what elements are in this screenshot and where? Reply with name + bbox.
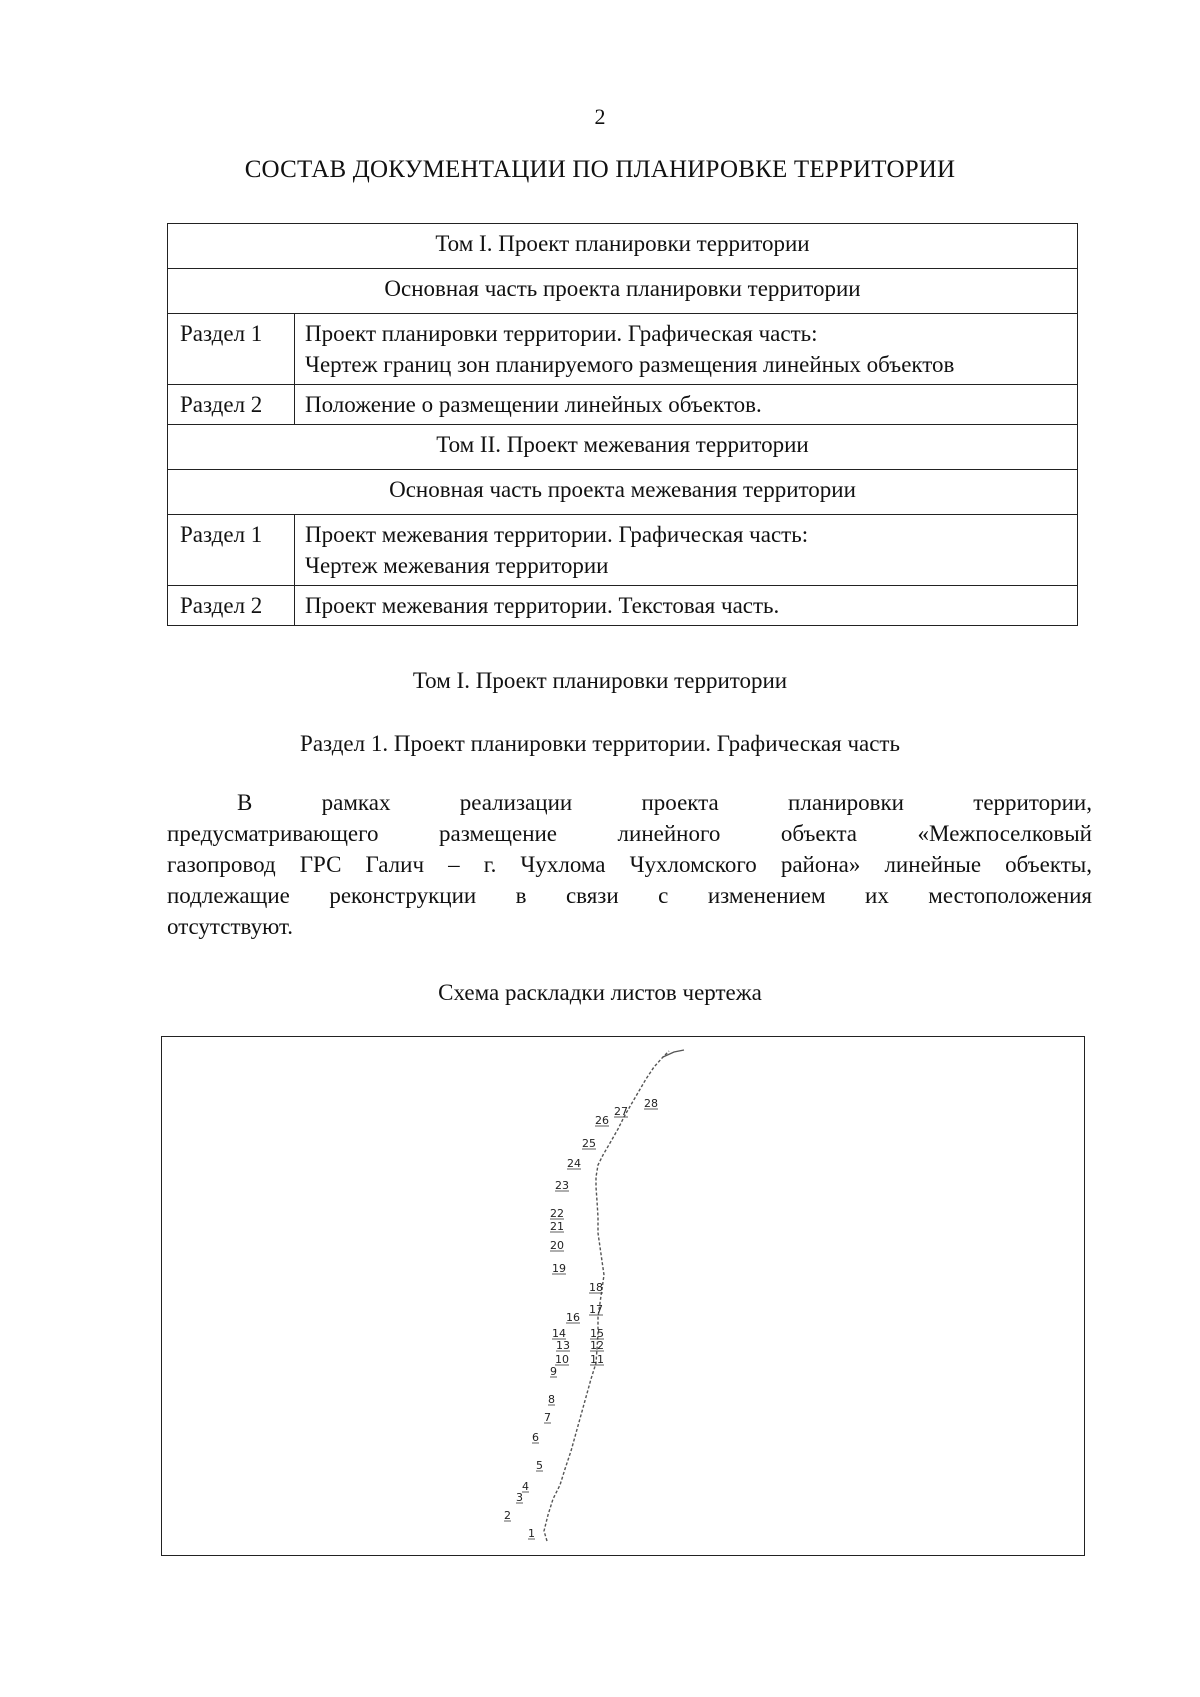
sheet-number-label: 12 — [590, 1339, 604, 1352]
body-paragraph — [167, 787, 1092, 942]
table-row — [168, 470, 1078, 515]
document-title: СОСТАВ ДОКУМЕНТАЦИИ ПО ПЛАНИРОВКЕ ТЕРРИТОРИИ — [244, 156, 956, 183]
section-cell: Раздел 2 — [168, 385, 295, 425]
sheet-number-label: 18 — [589, 1281, 603, 1294]
sheet-number-label: 21 — [550, 1220, 564, 1233]
volume1-subtitle-cell: Основная часть проекта планировки территории — [168, 269, 1078, 314]
sheet-number-label: 15 — [590, 1327, 604, 1340]
sheet-number-label: 13 — [556, 1339, 570, 1352]
sheet-number-label: 2 — [504, 1509, 511, 1522]
sheet-number-label: 23 — [555, 1179, 569, 1192]
paragraph-line: предусматривающего размещение линейного объекта «Межпоселковый — [167, 821, 1092, 846]
section-heading: Раздел 1. Проект планировки территории. Графическая часть — [300, 731, 900, 756]
description-cell — [295, 515, 1078, 586]
scheme-title: Схема раскладки листов чертежа — [438, 980, 762, 1005]
paragraph-line: отсутствуют. — [167, 914, 294, 939]
sheet-number-label: 5 — [536, 1459, 543, 1472]
volume-heading: Том I. Проект планировки территории — [412, 668, 788, 693]
sheet-number-label: 19 — [552, 1262, 566, 1275]
table-row — [168, 586, 1078, 626]
page-number: 2 — [594, 104, 606, 129]
description-line: Проект планировки территории. Графическая часть: — [305, 321, 818, 346]
description-line: Проект межевания территории. Текстовая часть. — [305, 593, 780, 618]
route-drawing — [162, 1037, 1083, 1554]
sheet-number-label: 10 — [555, 1353, 569, 1366]
paragraph-line: В рамках реализации проекта планировки территории, — [237, 790, 1092, 815]
sheet-number-label: 1 — [528, 1527, 535, 1540]
paragraph-line: подлежащие реконструкции в связи с изменением их местоположения — [167, 883, 1092, 908]
section-cell: Раздел 1 — [168, 314, 295, 385]
sheet-number-label: 9 — [550, 1365, 557, 1378]
volume1-title-cell: Том I. Проект планировки территории — [168, 224, 1078, 269]
description-line: Чертеж границ зон планируемого размещения линейных объектов — [305, 352, 955, 377]
sheet-number-label: 27 — [614, 1105, 628, 1118]
description-line: Чертеж межевания территории — [305, 553, 609, 578]
table-row — [168, 425, 1078, 470]
sheet-number-label: 11 — [590, 1353, 604, 1366]
description-line: Положение о размещении линейных объектов. — [305, 392, 762, 417]
sheet-number-label: 3 — [516, 1491, 523, 1504]
table-row — [168, 269, 1078, 314]
section-cell: Раздел 1 — [168, 515, 295, 586]
table-row — [168, 314, 1078, 385]
sheet-layout-scheme — [161, 1036, 1085, 1556]
sheet-number-label: 17 — [589, 1303, 603, 1316]
description-cell — [295, 385, 1078, 425]
sheet-number-label: 14 — [552, 1327, 566, 1340]
sheet-number-label: 4 — [522, 1480, 529, 1493]
sheet-number-label: 6 — [532, 1431, 539, 1444]
sheet-number-label: 25 — [582, 1137, 596, 1150]
section-cell: Раздел 2 — [168, 586, 295, 626]
table-row — [168, 385, 1078, 425]
sheet-number-label: 20 — [550, 1239, 564, 1252]
sheet-number-label: 8 — [548, 1393, 555, 1406]
description-cell — [295, 586, 1078, 626]
sheet-number-label: 28 — [644, 1097, 658, 1110]
description-cell — [295, 314, 1078, 385]
sheet-number-label: 7 — [544, 1411, 551, 1424]
volume2-subtitle-cell: Основная часть проекта межевания территории — [168, 470, 1078, 515]
sheet-number-label: 22 — [550, 1207, 564, 1220]
sheet-number-label: 16 — [566, 1311, 580, 1324]
description-line: Проект межевания территории. Графическая часть: — [305, 522, 809, 547]
paragraph-line: газопровод ГРС Галич – г. Чухлома Чухломского района» линейные объекты, — [167, 852, 1092, 877]
volume2-title-cell: Том II. Проект межевания территории — [168, 425, 1078, 470]
composition-table — [167, 223, 1078, 626]
table-row — [168, 515, 1078, 586]
table-row — [168, 224, 1078, 269]
sheet-number-label: 24 — [567, 1157, 581, 1170]
sheet-number-label: 26 — [595, 1114, 609, 1127]
